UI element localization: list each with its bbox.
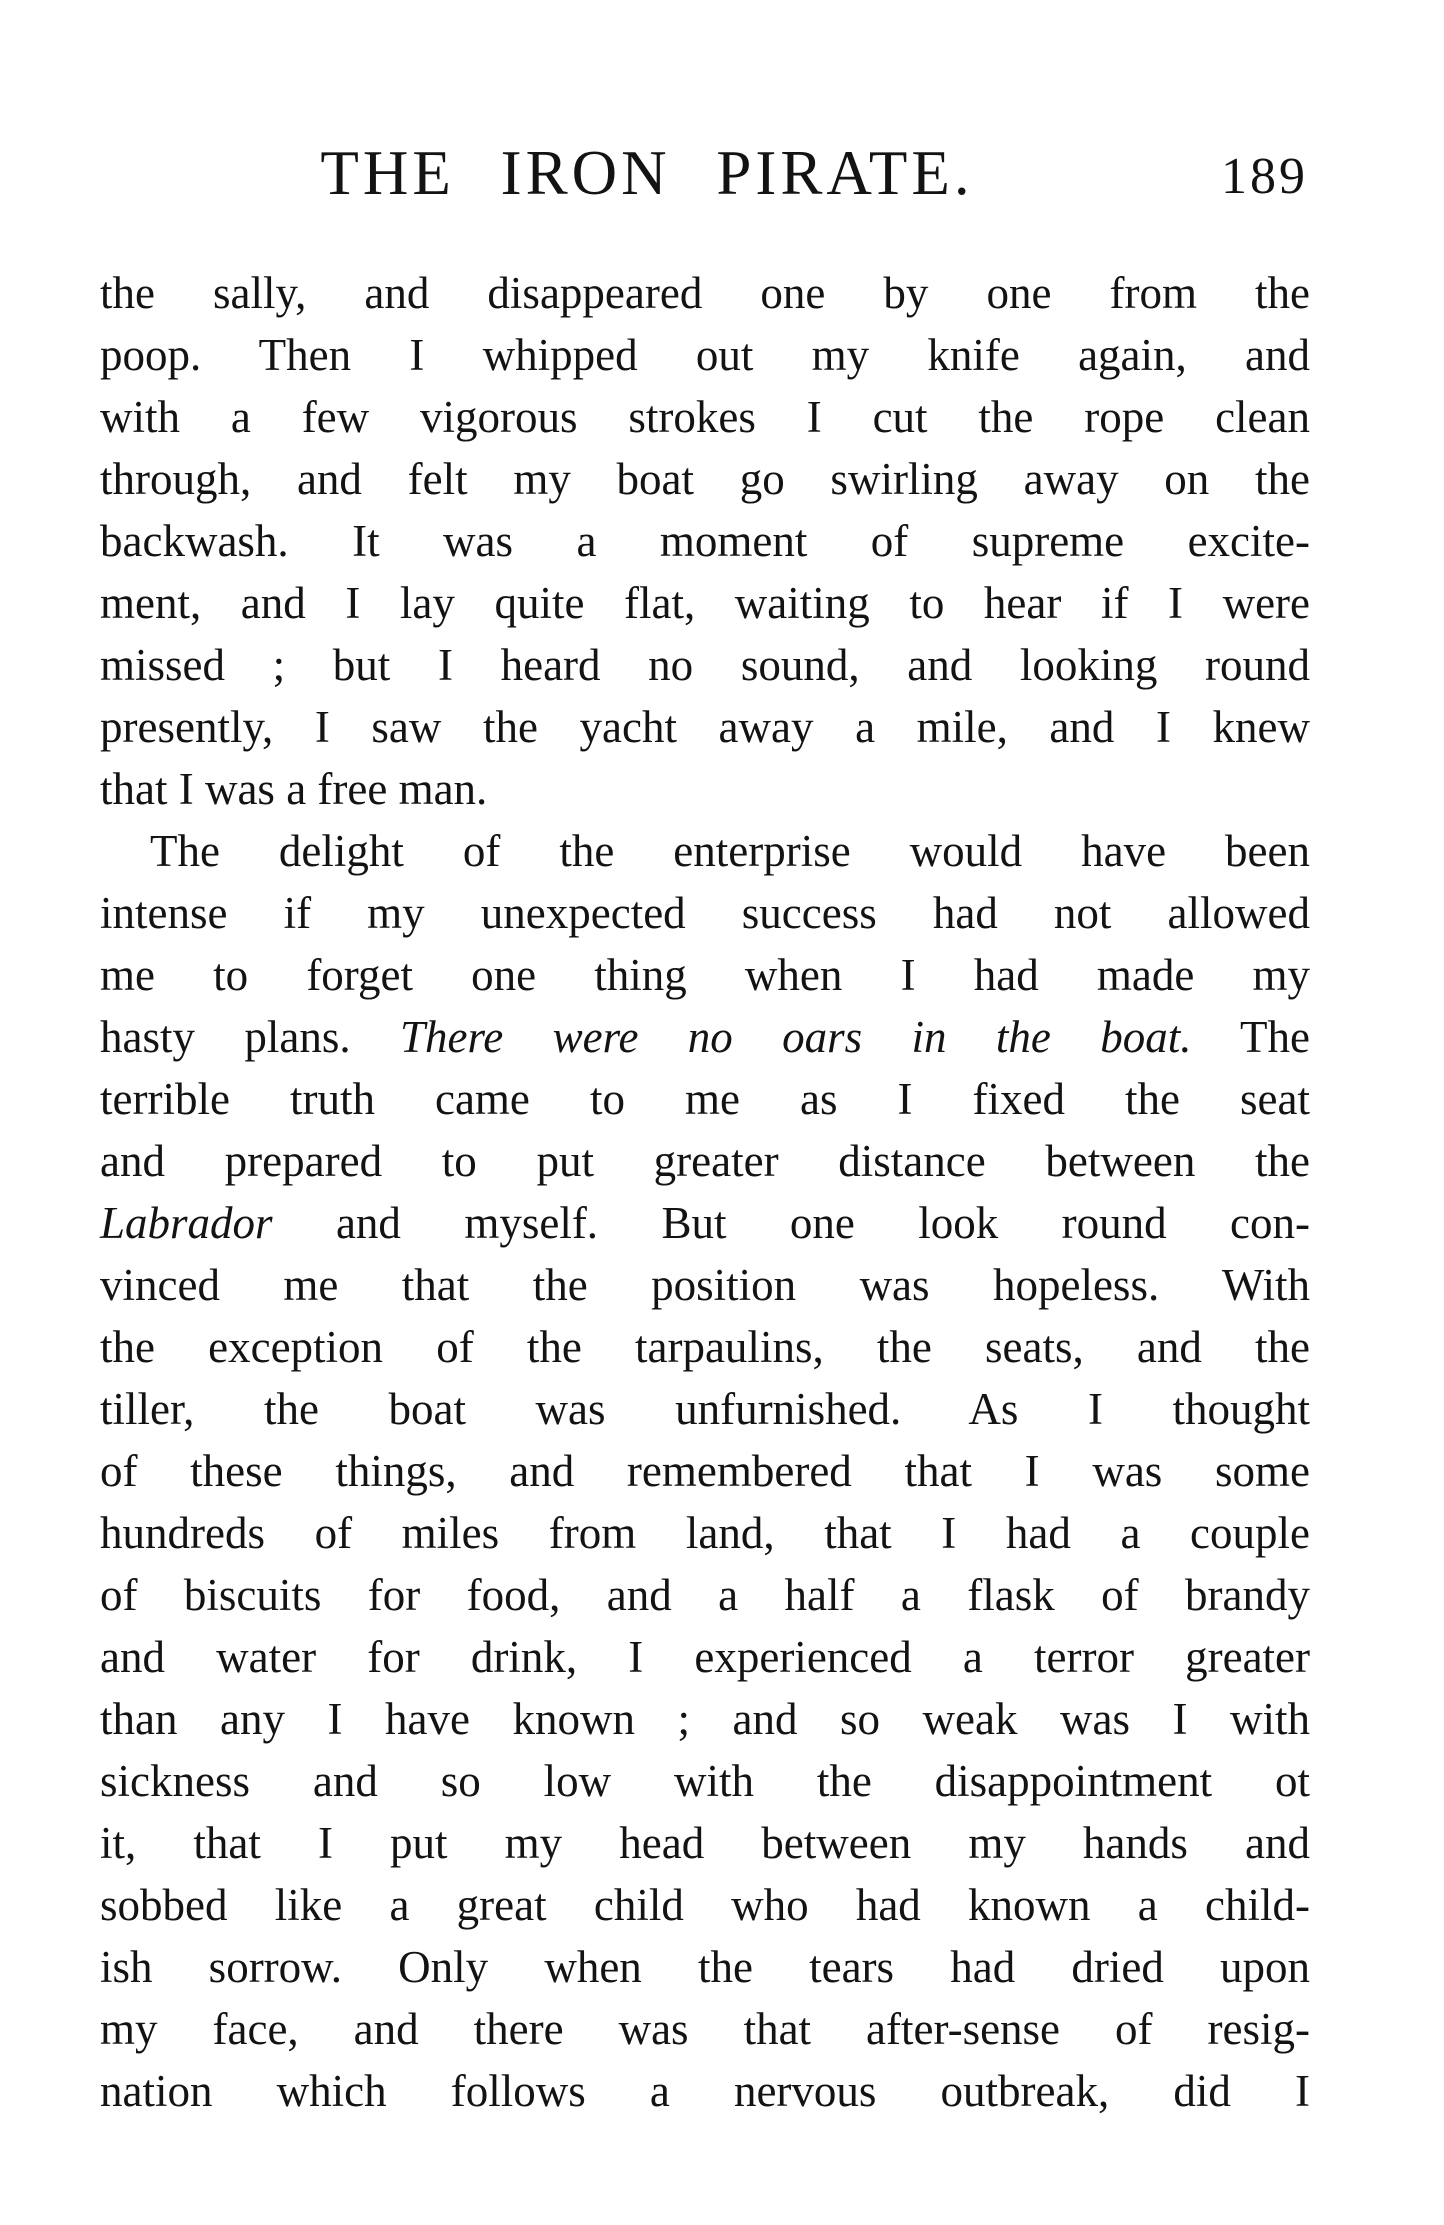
text-run: and myself. But one look round con- — [272, 1198, 1310, 1248]
text-run: and water for drink, I experienced a terror greater — [100, 1632, 1310, 1682]
text-line — [100, 1006, 1310, 1068]
text-run: that I was a free man. — [100, 764, 488, 814]
text-line — [100, 1068, 1310, 1130]
text-line — [100, 634, 1310, 696]
page-title: THE IRON PIRATE. — [320, 138, 974, 208]
text-line — [100, 1874, 1310, 1936]
text-line — [100, 1192, 1310, 1254]
text-run: terrible truth came to me as I fixed the seat — [100, 1074, 1310, 1124]
text-run: The delight of the enterprise would have been — [150, 826, 1310, 876]
text-line — [100, 1378, 1310, 1440]
text-run: with a few vigorous strokes I cut the rope clean — [100, 392, 1310, 442]
text-line — [100, 262, 1310, 324]
text-run: sobbed like a great child who had known a child- — [100, 1880, 1310, 1930]
text-run: than any I have known ; and so weak was I with — [100, 1694, 1310, 1744]
text-run: nation which follows a nervous outbreak, did I — [100, 2066, 1310, 2116]
text-line — [100, 510, 1310, 572]
text-line — [100, 1688, 1310, 1750]
text-line — [100, 1626, 1310, 1688]
text-run: hundreds of miles from land, that I had a couple — [100, 1508, 1310, 1558]
text-line — [100, 2060, 1310, 2122]
text-line — [100, 1812, 1310, 1874]
text-run: The — [1191, 1012, 1310, 1062]
text-line — [100, 1502, 1310, 1564]
text-line — [100, 386, 1310, 448]
text-line — [100, 1440, 1310, 1502]
text-run: through, and felt my boat go swirling away on the — [100, 454, 1310, 504]
text-run: the exception of the tarpaulins, the seats, and the — [100, 1322, 1310, 1372]
text-run: ment, and I lay quite flat, waiting to hear if I were — [100, 578, 1310, 628]
text-run: of biscuits for food, and a half a flask of brandy — [100, 1570, 1310, 1620]
text-run: vinced me that the position was hopeless. With — [100, 1260, 1310, 1310]
text-run: tiller, the boat was unfurnished. As I thought — [100, 1384, 1310, 1434]
running-header — [100, 140, 1310, 210]
text-line — [100, 1750, 1310, 1812]
text-run: it, that I put my head between my hands and — [100, 1818, 1310, 1868]
text-line — [100, 1316, 1310, 1378]
text-run: of these things, and remembered that I was some — [100, 1446, 1310, 1496]
text-line — [100, 882, 1310, 944]
text-run: and prepared to put greater distance between the — [100, 1136, 1310, 1186]
text-run: sickness and so low with the disappointment ot — [100, 1756, 1310, 1806]
text-line — [100, 1254, 1310, 1316]
text-body — [100, 262, 1310, 2122]
text-run: my face, and there was that after-sense of resig- — [100, 2004, 1310, 2054]
page-number: 189 — [1221, 148, 1308, 205]
text-line — [100, 1998, 1310, 2060]
text-run: the sally, and disappeared one by one from the — [100, 268, 1310, 318]
text-line — [100, 324, 1310, 386]
text-run: ish sorrow. Only when the tears had dried upon — [100, 1942, 1310, 1992]
text-line — [100, 758, 1310, 820]
text-run: backwash. It was a moment of supreme excite- — [100, 516, 1310, 566]
italic-phrase: There were no oars in the boat. — [399, 1012, 1192, 1062]
text-line — [100, 696, 1310, 758]
text-line — [100, 1564, 1310, 1626]
text-run: presently, I saw the yacht away a mile, and I knew — [100, 702, 1310, 752]
text-line — [100, 1130, 1310, 1192]
text-run: missed ; but I heard no sound, and looking round — [100, 640, 1310, 690]
text-line — [100, 820, 1310, 882]
text-run: me to forget one thing when I had made my — [100, 950, 1310, 1000]
italic-phrase: Labrador — [100, 1198, 273, 1248]
text-line — [100, 1936, 1310, 1998]
text-line — [100, 944, 1310, 1006]
text-run: poop. Then I whipped out my knife again, and — [100, 330, 1310, 380]
text-run: hasty plans. — [100, 1012, 400, 1062]
text-line — [100, 572, 1310, 634]
text-line — [100, 448, 1310, 510]
text-run: intense if my unexpected success had not allowed — [100, 888, 1310, 938]
